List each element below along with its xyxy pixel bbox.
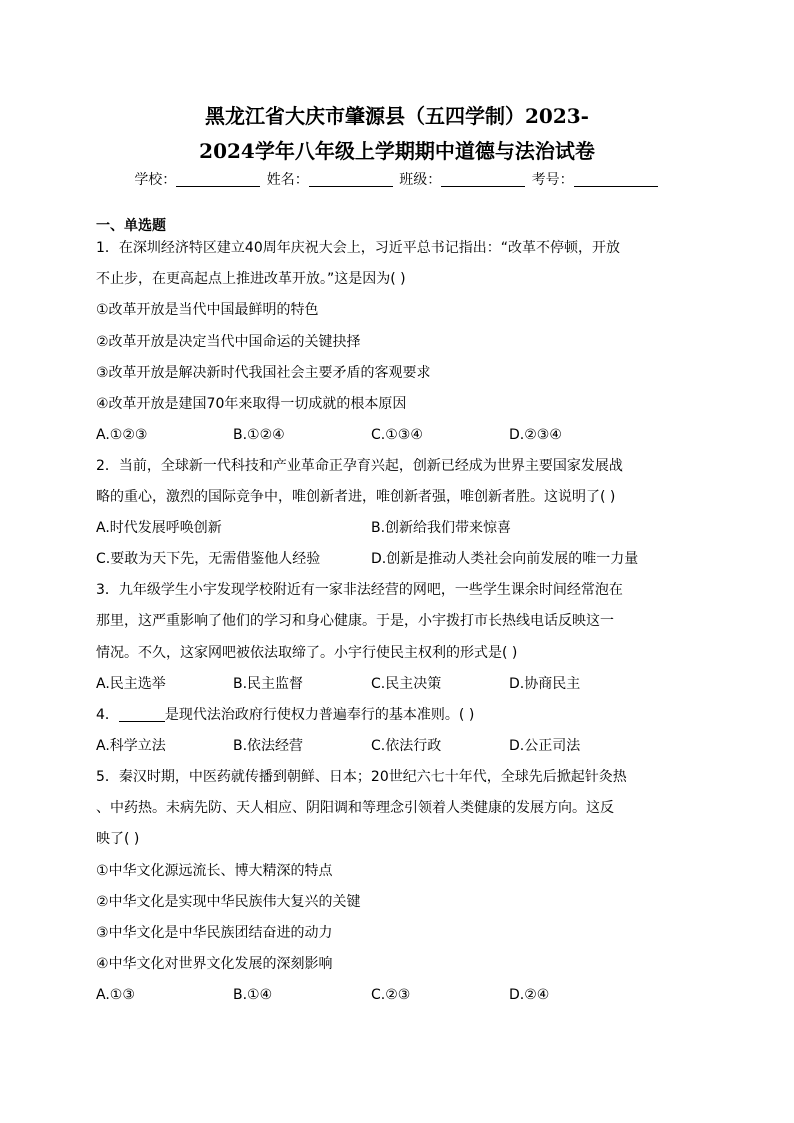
question-1-option-a[interactable]: A.①②③ <box>96 427 148 443</box>
question-2-option-b[interactable]: B.创新给我们带来惊喜 <box>371 520 512 536</box>
question-5-option-c[interactable]: C.②③ <box>371 987 411 1003</box>
question-5-option-d[interactable]: D.②④ <box>509 987 550 1003</box>
question-2-line-2: 略的重心，激烈的国际竞争中，唯创新者进，唯创新者强，唯创新者胜。这说明了( ) <box>96 489 616 505</box>
name-label: 姓名： <box>266 172 309 188</box>
question-5-line-3: 映了( ) <box>96 831 140 847</box>
student-info-row <box>96 170 698 190</box>
exam-title-line-2: 2024学年八年级上学期期中道德与法治试卷 <box>199 139 595 163</box>
question-5-option-b[interactable]: B.①④ <box>233 987 273 1003</box>
question-3-option-d[interactable]: D.协商民主 <box>509 676 581 692</box>
question-5-statement-1: ①中华文化源远流长、博大精深的特点 <box>96 863 333 879</box>
question-1-option-b[interactable]: B.①②④ <box>233 427 285 443</box>
question-5-option-a[interactable]: A.①③ <box>96 987 135 1003</box>
question-4-option-c[interactable]: C.依法行政 <box>371 738 442 754</box>
name-blank[interactable] <box>309 172 393 187</box>
class-label: 班级： <box>399 172 442 188</box>
question-3-line-1: 3．九年级学生小宇发现学校附近有一家非法经营的网吧，一些学生课余时间经常泡在 <box>96 582 623 598</box>
class-field <box>399 170 527 190</box>
school-field <box>134 170 262 190</box>
exam-number-field <box>532 170 660 190</box>
question-1-line-2: 不止步，在更高起点上推进改革开放。”这是因为( ) <box>96 271 406 287</box>
question-5-line-1: 5．秦汉时期，中医药就传播到朝鲜、日本；20世纪六七十年代，全球先后掀起针灸热 <box>96 769 627 785</box>
question-1-statement-4: ④改革开放是建国70年来取得一切成就的根本原因 <box>96 396 407 412</box>
question-4-stem <box>96 705 474 725</box>
question-3-option-a[interactable]: A.民主选举 <box>96 676 166 692</box>
question-2-option-c[interactable]: C.要敢为天下先，无需借鉴他人经验 <box>96 551 321 567</box>
question-4-stem-text: 是现代法治政府行使权力普遍奉行的基本准则。( ) <box>164 707 475 723</box>
name-field <box>267 170 395 190</box>
question-5-statement-2: ②中华文化是实现中华民族伟大复兴的关键 <box>96 894 361 910</box>
question-2-line-1: 2．当前，全球新一代科技和产业革命正孕育兴起，创新已经成为世界主要国家发展战 <box>96 458 623 474</box>
question-4-option-b[interactable]: B.依法经营 <box>233 738 304 754</box>
class-blank[interactable] <box>441 172 525 187</box>
question-5-line-2: 、中药热。未病先防、天人相应、阴阳调和等理念引领着人类健康的发展方向。这反 <box>96 800 614 816</box>
exam-number-label: 考号： <box>531 172 574 188</box>
question-3-line-3: 情况。不久，这家网吧被依法取缔了。小宇行使民主权利的形式是( ) <box>96 645 518 661</box>
question-2-option-a[interactable]: A.时代发展呼唤创新 <box>96 520 222 536</box>
question-1-line-1: 1．在深圳经济特区建立40周年庆祝大会上，习近平总书记指出：“改革不停顿，开放 <box>96 240 620 256</box>
question-1-statement-1: ①改革开放是当代中国最鲜明的特色 <box>96 302 319 318</box>
question-5-statement-3: ③中华文化是中华民族团结奋进的动力 <box>96 925 333 941</box>
question-5-statement-4: ④中华文化对世界文化发展的深刻影响 <box>96 956 333 972</box>
question-4-number: 4． <box>96 707 119 723</box>
school-label: 学校： <box>134 172 177 188</box>
question-1-statement-3: ③改革开放是解决新时代我国社会主要矛盾的客观要求 <box>96 365 431 381</box>
question-4-option-a[interactable]: A.科学立法 <box>96 738 166 754</box>
section-heading: 一、单选题 <box>96 218 166 234</box>
question-1-option-c[interactable]: C.①③④ <box>371 427 423 443</box>
question-1-statement-2: ②改革开放是决定当代中国命运的关键抉择 <box>96 334 361 350</box>
question-3-option-c[interactable]: C.民主决策 <box>371 676 442 692</box>
question-3-line-2: 那里，这严重影响了他们的学习和身心健康。于是，小宇拨打市长热线电话反映这一 <box>96 613 614 629</box>
question-1-option-d[interactable]: D.②③④ <box>509 427 562 443</box>
question-4-option-d[interactable]: D.公正司法 <box>509 738 581 754</box>
question-4-blank[interactable] <box>119 707 165 722</box>
exam-title-line-1: 黑龙江省大庆市肇源县（五四学制）2023- <box>205 104 589 128</box>
school-blank[interactable] <box>176 172 260 187</box>
question-2-option-d[interactable]: D.创新是推动人类社会向前发展的唯一力量 <box>371 551 639 567</box>
exam-number-blank[interactable] <box>574 172 658 187</box>
question-3-option-b[interactable]: B.民主监督 <box>233 676 304 692</box>
